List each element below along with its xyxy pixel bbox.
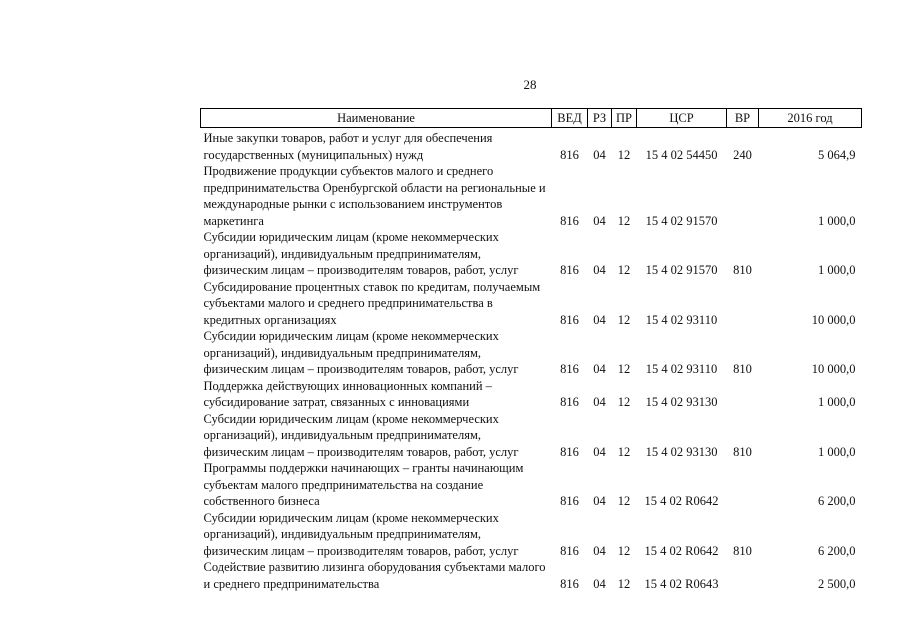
cell-rz: 04 bbox=[593, 263, 606, 277]
header-ved: ВЕД bbox=[552, 109, 588, 128]
cell-name: Содействие развитию лизинга оборудования субъектами малого и среднего предпринимательства bbox=[203, 560, 546, 591]
cell-vr bbox=[727, 163, 759, 229]
table-row bbox=[201, 328, 862, 378]
cell-vr: 240 bbox=[733, 147, 752, 162]
cell-pr: 12 bbox=[617, 362, 631, 376]
cell-name: Субсидирование процентных ставок по кредитам, получаемым субъектами малого и среднего предпринимательства в кредитных организациях bbox=[203, 279, 541, 327]
table-row bbox=[201, 128, 862, 164]
cell-name: Субсидии юридическим лицам (кроме некоммерческих организаций), индивидуальным предпринимателям, физическим лицам – производителям товаров, работ, услуг bbox=[203, 411, 519, 459]
cell-vr: 810 bbox=[733, 362, 752, 376]
cell-vr bbox=[727, 559, 759, 592]
cell-csr: 15 4 02 93130 bbox=[645, 444, 718, 459]
header-csr: ЦСР bbox=[637, 109, 727, 128]
cell-csr: 15 4 02 93110 bbox=[645, 362, 718, 376]
cell-csr: 15 4 02 R0642 bbox=[644, 543, 719, 558]
cell-sum: 1 000,0 bbox=[818, 395, 856, 409]
cell-pr: 12 bbox=[617, 444, 631, 459]
cell-rz: 04 bbox=[593, 362, 606, 376]
cell-ved: 816 bbox=[560, 395, 579, 409]
table-row bbox=[201, 229, 862, 279]
cell-sum: 1 000,0 bbox=[818, 213, 856, 228]
cell-csr: 15 4 02 93130 bbox=[645, 395, 718, 409]
cell-vr bbox=[727, 378, 759, 411]
cell-rz: 04 bbox=[593, 444, 606, 459]
cell-rz: 04 bbox=[593, 543, 606, 558]
header-pr: ПР bbox=[612, 109, 637, 128]
cell-name: Программы поддержки начинающих – гранты начинающим субъектам малого предпринимательства на создание собственного бизнеса bbox=[203, 461, 524, 508]
cell-ved: 816 bbox=[560, 312, 579, 327]
cell-rz: 04 bbox=[593, 395, 606, 409]
cell-rz: 04 bbox=[593, 312, 606, 327]
cell-sum: 5 064,9 bbox=[818, 147, 856, 162]
cell-pr: 12 bbox=[617, 213, 631, 228]
cell-pr: 12 bbox=[617, 147, 631, 162]
cell-pr: 12 bbox=[617, 312, 631, 327]
cell-vr bbox=[727, 460, 759, 510]
table-header-row bbox=[201, 109, 862, 128]
cell-csr: 15 4 02 91570 bbox=[645, 263, 718, 277]
cell-rz: 04 bbox=[593, 494, 606, 508]
cell-vr: 810 bbox=[733, 543, 752, 558]
cell-sum: 6 200,0 bbox=[818, 494, 856, 508]
header-vr: ВР bbox=[727, 109, 759, 128]
table-row bbox=[201, 510, 862, 560]
cell-csr: 15 4 02 R0643 bbox=[644, 576, 719, 591]
cell-csr: 15 4 02 93110 bbox=[645, 312, 718, 327]
cell-vr: 810 bbox=[733, 263, 752, 277]
cell-name: Субсидии юридическим лицам (кроме некоммерческих организаций), индивидуальным предпринимателям, физическим лицам – производителям товаров, работ, услуг bbox=[203, 329, 519, 376]
cell-pr: 12 bbox=[617, 543, 631, 558]
cell-rz: 04 bbox=[593, 147, 606, 162]
cell-pr: 12 bbox=[617, 494, 631, 508]
cell-name: Продвижение продукции субъектов малого и среднего предпринимательства Оренбургской области на региональные и международные рынки с использованием инструментов маркетинга bbox=[203, 164, 546, 228]
header-year: 2016 год bbox=[759, 109, 862, 128]
cell-ved: 816 bbox=[560, 543, 579, 558]
cell-name: Субсидии юридическим лицам (кроме некоммерческих организаций), индивидуальным предпринимателям, физическим лицам – производителям товаров, работ, услуг bbox=[203, 510, 519, 558]
table-row bbox=[201, 163, 862, 229]
budget-table bbox=[200, 108, 862, 592]
cell-name: Поддержка действующих инновационных компаний – субсидирование затрат, связанных с инновациями bbox=[203, 378, 492, 409]
cell-csr: 15 4 02 91570 bbox=[645, 213, 718, 228]
cell-ved: 816 bbox=[560, 494, 579, 508]
cell-sum: 10 000,0 bbox=[811, 312, 856, 327]
cell-rz: 04 bbox=[593, 213, 606, 228]
table-row bbox=[201, 411, 862, 461]
cell-ved: 816 bbox=[560, 213, 579, 228]
cell-rz: 04 bbox=[593, 576, 606, 591]
page-number: 28 bbox=[523, 77, 537, 92]
header-name: Наименование bbox=[201, 109, 552, 128]
table-row bbox=[201, 378, 862, 411]
table-row bbox=[201, 460, 862, 510]
cell-csr: 15 4 02 R0642 bbox=[644, 494, 719, 508]
cell-sum: 1 000,0 bbox=[818, 444, 856, 459]
header-rz: РЗ bbox=[588, 109, 612, 128]
table-row bbox=[201, 279, 862, 329]
cell-pr: 12 bbox=[617, 395, 631, 409]
cell-vr: 810 bbox=[733, 444, 752, 459]
cell-ved: 816 bbox=[560, 263, 579, 277]
cell-csr: 15 4 02 54450 bbox=[645, 147, 718, 162]
cell-ved: 816 bbox=[560, 576, 579, 591]
cell-pr: 12 bbox=[617, 576, 631, 591]
cell-vr bbox=[727, 279, 759, 329]
cell-sum: 6 200,0 bbox=[818, 543, 856, 558]
cell-ved: 816 bbox=[560, 444, 579, 459]
cell-sum: 1 000,0 bbox=[818, 263, 856, 277]
table-row bbox=[201, 559, 862, 592]
cell-pr: 12 bbox=[617, 263, 631, 277]
cell-name: Иные закупки товаров, работ и услуг для обеспечения государственных (муниципальных) нужд bbox=[203, 131, 493, 162]
cell-name: Субсидии юридическим лицам (кроме некоммерческих организаций), индивидуальным предпринимателям, физическим лицам – производителям товаров, работ, услуг bbox=[203, 230, 519, 277]
cell-ved: 816 bbox=[560, 147, 579, 162]
cell-ved: 816 bbox=[560, 362, 579, 376]
cell-sum: 2 500,0 bbox=[818, 576, 856, 591]
cell-sum: 10 000,0 bbox=[811, 362, 856, 376]
